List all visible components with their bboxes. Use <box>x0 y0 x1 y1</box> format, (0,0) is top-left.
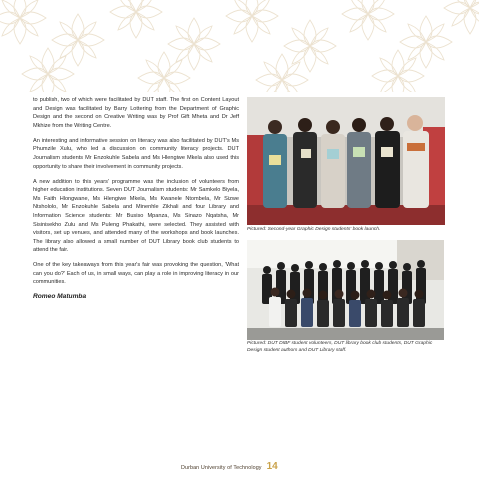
article-body <box>33 96 239 300</box>
photo-caption-1: Pictured: Second-year Graphic Design students' book launch. <box>247 227 381 232</box>
page-footer <box>181 461 278 472</box>
author-byline: Romeo Matumba <box>33 293 87 301</box>
photo-volunteers-group <box>247 240 444 340</box>
photo-book-launch <box>247 97 445 225</box>
page-number: 14 <box>266 461 278 472</box>
decorative-pattern <box>0 0 479 92</box>
photo-caption-2: Pictured: DUT DIBF student volunteers, DUT library book club students, DUT Graphic Design student authors and DUT Library staff. <box>247 341 433 354</box>
article-paragraph-4: One of the key takeaways from this year's fair was provoking the question, 'What can you do?' Each of us, in small ways, can play a role in improving literacy in our communities. <box>33 262 239 286</box>
article-paragraph-2: An interesting and informative session on literacy was also facilitated by DUT's Ms Phumzile Xulu, who led a discussion on community literacy projects. DUT Journalism students Mr Enzokuhle Sabela and Ms Hlengiwe Mkela also used this opportunity to share their involvement in community projects. <box>33 137 239 170</box>
article-paragraph-3: A new addition to this years' programme was the inclusion of volunteers from higher education institutions. Seven DUT Journalism students: Mr Samkelo Biyela, Ms Faith Hlongwane, Ms Hlengiwe Mkela, Ms Kwanele Ntombela, Mr Sizwe Ntshololo, Mr Enzokuhle Sabela and Minenhle Zikhali and four Library and Information Science students: Mr Busiso Mpanza, Ms Sinazo Nqatsha, Mr Sisinisekho Zulu and Ms Puleng Phakathi, were selected. They assisted with visitors, set up venues, and attended many of the workshops and book launches. The library also allowed a small number of DUT Library book club students to attend the fair. <box>33 178 239 254</box>
article-paragraph-1: to publish, two of which were facilitated by DUT staff. The first on Content Layout and Design was facilitated by Barry Lottering from the Department of Graphic Design and the second on Creative Writing was by Prof Gift Mheta and Dr Jeff Mkhize from the Writing Centre. <box>33 97 239 129</box>
footer-institution: Durban University of Technology <box>181 465 262 471</box>
